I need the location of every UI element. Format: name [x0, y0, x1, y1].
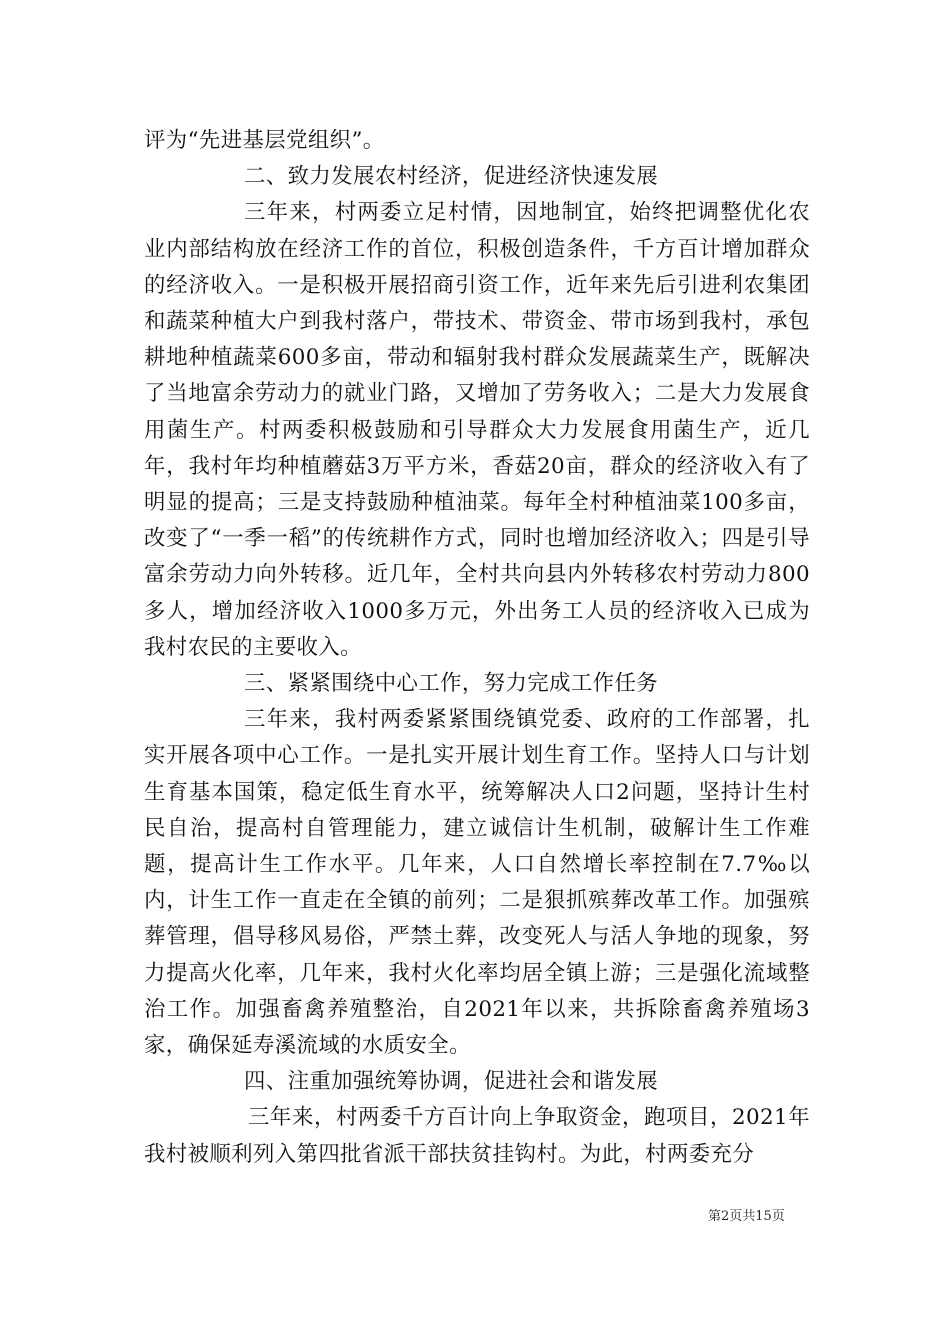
paragraph-economy: 三年来，村两委立足村情，因地制宜，始终把调整优化农业内部结构放在经济工作的首位，积极创造条件，千方百计增加群众的经济收入。一是积极开展招商引资工作，近年来先后引进利农集团和蔬菜种植大户到我村落户，带技术、带资金、带市场到我村，承包耕地种植蔬菜600多亩，带动和辐射我村群众发展蔬菜生产，既解决了当地富余劳动力的就业门路，又增加了劳务收入；二是大力发展食用菌生产。村两委积极鼓励和引导群众大力发展食用菌生产，近几年，我村年均种植蘑菇3万平方米，香菇20亩，群众的经济收入有了明显的提高；三是支持鼓励种植油菜。每年全村种植油菜100多亩，改变了“一季一稻”的传统耕作方式，同时也增加经济收入；四是引导富余劳动力向外转移。近几年，全村共向县内外转移农村劳动力800多人，增加经济收入1000多万元，外出务工人员的经济收入已成为我村农民的主要收入。: [144, 200, 810, 660]
document-body: [144, 123, 810, 1173]
paragraph-continuation: 评为“先进基层党组织”。: [144, 128, 385, 153]
paragraph-coordination: 三年来，村两委千方百计向上争取资金，跑项目，2021年我村被顺利列入第四批省派干部扶贫挂钩村。为此，村两委充分: [144, 1105, 810, 1167]
section-heading-3: 三、紧紧围绕中心工作，努力完成工作任务: [244, 671, 659, 697]
page-number-footer: 第2页共15页: [708, 1209, 785, 1224]
section-heading-4: 四、注重加强统筹协调，促进社会和谐发展: [244, 1069, 659, 1095]
section-heading-2: 二、致力发展农村经济，促进经济快速发展: [244, 164, 659, 190]
paragraph-central-work: 三年来，我村两委紧紧围绕镇党委、政府的工作部署，扎实开展各项中心工作。一是扎实开展计划生育工作。坚持人口与计划生育基本国策，稳定低生育水平，统筹解决人口2问题，坚持计生村民自治，提高村自管理能力，建立诚信计生机制，破解计生工作难题，提高计生工作水平。几年来，人口自然增长率控制在7.7‰以内，计生工作一直走在全镇的前列；二是狠抓殡葬改革工作。加强殡葬管理，倡导移风易俗，严禁土葬，改变死人与活人争地的现象，努力提高火化率，几年来，我村火化率均居全镇上游；三是强化流域整治工作。加强畜禽养殖整治，自2021年以来，共拆除畜禽养殖场3家，确保延寿溪流域的水质安全。: [144, 707, 810, 1059]
